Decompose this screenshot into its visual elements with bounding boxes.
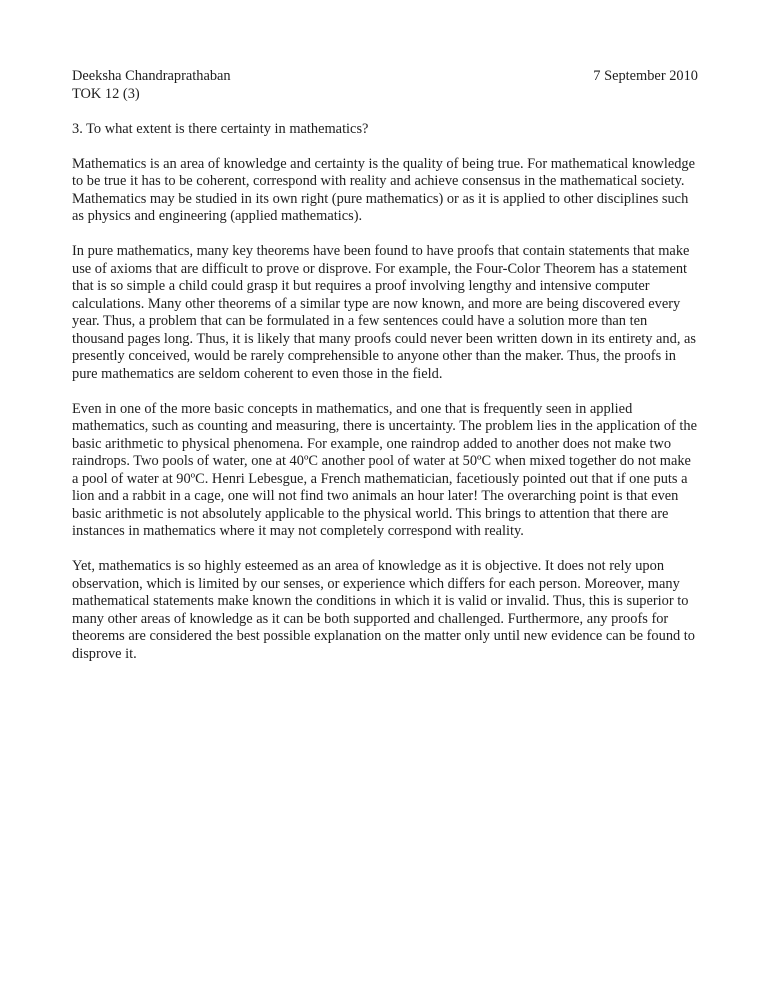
essay-question: 3. To what extent is there certainty in mathematics?: [72, 120, 369, 137]
document-header: [72, 68, 698, 86]
author-name: Deeksha Chandraprathaban: [72, 68, 231, 84]
paragraph-intro: Mathematics is an area of knowledge and certainty is the quality of being true. For mathematical knowledge to be true it has to be coherent, correspond with reality and achieve consensus in the mathematical society. Mathematics may be studied in its own right (pure mathematics) or as it is applied to other disciplines such as physics and engineering (applied mathematics).: [72, 155, 695, 224]
course-code: TOK 12 (3): [72, 85, 140, 102]
document-date: 7 September 2010: [593, 68, 698, 84]
paragraph-applied-mathematics: Even in one of the more basic concepts in mathematics, and one that is frequently seen in applied mathematics, such as counting and measuring, there is uncertainty. The problem lies in the application of the basic arithmetic to physical phenomena. For example, one raindrop added to another does not make two raindrops. Two pools of water, one at 40ºC another pool of water at 50ºC when mixed together do not make a pool of water at 90ºC. Henri Lebesgue, a French mathematician, facetiously pointed out that if one puts a lion and a rabbit in a cage, one will not find two animals an hour later! The overarching point is that even basic arithmetic is not absolutely applicable to the physical world. This brings to attention that there are instances in mathematics where it may not completely correspond with reality.: [72, 400, 698, 539]
document-page: [72, 68, 698, 681]
paragraph-objectivity: Yet, mathematics is so highly esteemed as an area of knowledge as it is objective. It does not rely upon observation, which is limited by our senses, or experience which differs for each person. Moreover, many mathematical statements make known the conditions in which it is valid or invalid. Thus, this is superior to many other areas of knowledge as it can be both supported and challenged. Furthermore, any proofs for theorems are considered the best possible explanation on the matter only until new evidence can be found to disprove it.: [72, 558, 695, 662]
paragraph-pure-mathematics: In pure mathematics, many key theorems have been found to have proofs that contain statements that make use of axioms that are difficult to prove or disprove. For example, the Four-Color Theorem has a statement that is so simple a child could grasp it but requires a proof involving lengthy and intensive computer calculations. Many other theorems of a similar type are now known, and more are being discovered every year. Thus, a problem that can be formulated in a few sentences could have a solution more than ten thousand pages long. Thus, it is likely that many proofs could never been written down in its entirety and, as presently conceived, would be rarely comprehensible to anyone other than the maker. Thus, the proofs in pure mathematics are seldom coherent to even those in the field.: [72, 243, 697, 382]
